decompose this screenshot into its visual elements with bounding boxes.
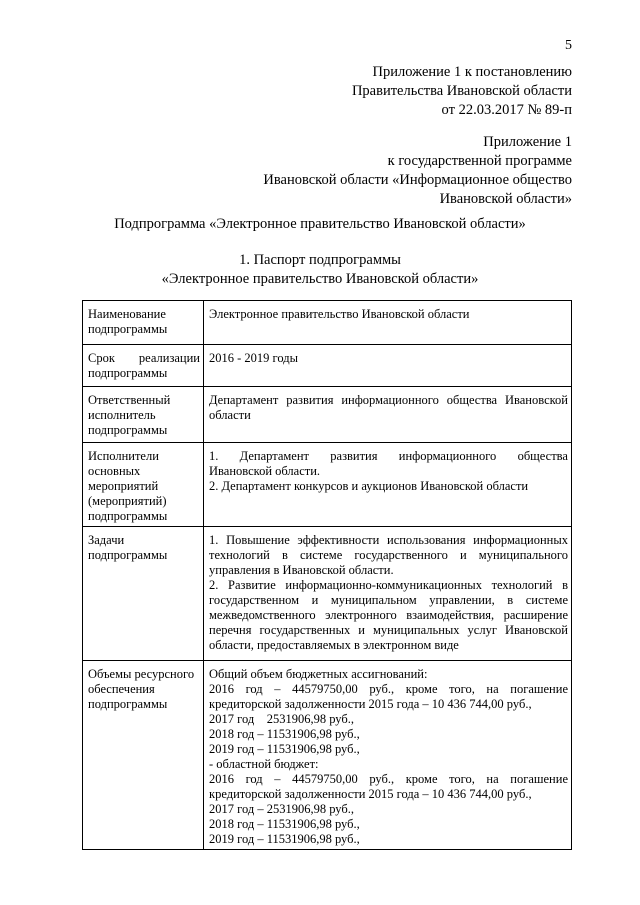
- label-line: Исполнители: [88, 449, 159, 463]
- value-paragraph: 1. Повышение эффективности использования информационных технологий в системе государственного и муниципального управления в Ивановской области.: [209, 533, 568, 577]
- passport-table: [82, 300, 572, 850]
- value-spread-line: [209, 449, 568, 464]
- row-label-cell: [83, 345, 204, 387]
- row-label-cell: [83, 443, 204, 527]
- subprogram-title: Подпрограмма «Электронное правительство Ивановской области»: [114, 216, 526, 232]
- appendix-resolution-header: [352, 63, 572, 120]
- label-line: Наименование: [88, 307, 166, 321]
- table-row: [83, 661, 572, 850]
- row-value-cell: [204, 443, 572, 527]
- table-row: [83, 301, 572, 345]
- passport-title-line: «Электронное правительство Ивановской области»: [161, 271, 479, 287]
- label-line: подпрограммы: [88, 697, 168, 711]
- row-label-cell: [83, 527, 204, 661]
- appendix-program-line: к государственной программе: [387, 153, 572, 169]
- value-line: Электронное правительство Ивановской области: [209, 307, 470, 321]
- value-line: кредиторской задолженности 2015 года – 10 436 744,00 руб.,: [209, 787, 532, 801]
- passport-title-line: 1. Паспорт подпрограммы: [239, 252, 401, 268]
- value-paragraph: 2. Развитие информационно-коммуникационных технологий в государственном и муниципальном управлении, в системе межведомственного электронного взаимодействия, расширение перечня государственных и муниципальных услуг Ивановской области, предоставляемых в электронном виде: [209, 578, 568, 652]
- row-value-cell: [204, 661, 572, 850]
- appendix-program-line: Приложение 1: [483, 134, 572, 150]
- label-line: подпрограммы: [88, 322, 168, 336]
- page-number: 5: [565, 38, 572, 53]
- label-line: основных: [88, 464, 141, 478]
- value-word: 1.: [209, 449, 219, 463]
- label-line: Задачи: [88, 533, 125, 547]
- table-row: [83, 443, 572, 527]
- appendix-resolution-line: Приложение 1 к постановлению: [372, 64, 572, 80]
- value-line: Департамент развития информационного общества Ивановской области: [209, 393, 568, 422]
- label-line: подпрограммы: [88, 548, 168, 562]
- appendix-resolution-line: Правительства Ивановской области: [351, 83, 572, 99]
- value-word: общества: [517, 449, 568, 463]
- passport-title: [0, 251, 640, 289]
- table-row: [83, 387, 572, 443]
- value-line: 2019 год – 11531906,98 руб.,: [209, 832, 360, 846]
- label-word: Срок: [88, 351, 115, 365]
- value-word: развития: [330, 449, 378, 463]
- label-line: подпрограммы: [88, 366, 168, 380]
- value-line: 2017 год – 2531906,98 руб.,: [209, 802, 354, 816]
- label-line: обеспечения: [88, 682, 155, 696]
- row-value-cell: [204, 387, 572, 443]
- row-value-cell: [204, 301, 572, 345]
- value-line: 2017 год 2531906,98 руб.,: [209, 712, 354, 726]
- label-line: Объемы ресурсного: [88, 667, 195, 681]
- value-line: 2018 год – 11531906,98 руб.,: [209, 817, 360, 831]
- value-word: Департамент: [239, 449, 309, 463]
- row-label-cell: [83, 661, 204, 850]
- value-line: 2019 год – 11531906,98 руб.,: [209, 742, 360, 756]
- appendix-program-line: Ивановской области «Информационное общество: [263, 172, 572, 188]
- row-label-cell: [83, 301, 204, 345]
- row-value-cell: [204, 345, 572, 387]
- label-line: (мероприятий): [88, 494, 167, 508]
- label-line: Ответственный: [88, 393, 171, 407]
- value-line: 2018 год – 11531906,98 руб.,: [209, 727, 360, 741]
- row-label-cell: [83, 387, 204, 443]
- label-word: реализации: [138, 351, 200, 365]
- label-line: подпрограммы: [88, 509, 168, 523]
- value-line: 2016 год – 44579750,00 руб., кроме того, на погашение: [209, 772, 568, 786]
- appendix-program-header: [263, 133, 572, 209]
- value-line: 2016 год – 44579750,00 руб., кроме того, на погашение: [209, 682, 568, 696]
- value-line: Ивановской области.: [209, 464, 321, 478]
- label-line: исполнитель: [88, 408, 156, 422]
- value-line: - областной бюджет:: [209, 757, 319, 771]
- table-row: [83, 345, 572, 387]
- value-line: Общий объем бюджетных ассигнований:: [209, 667, 428, 681]
- row-value-cell: [204, 527, 572, 661]
- value-line: 2016 - 2019 годы: [209, 351, 299, 365]
- label-spread-line: [88, 351, 200, 366]
- value-line: 2. Департамент конкурсов и аукционов Ивановской области: [209, 479, 529, 493]
- table-row: [83, 527, 572, 661]
- label-line: подпрограммы: [88, 423, 168, 437]
- label-line: мероприятий: [88, 479, 159, 493]
- appendix-resolution-line: от 22.03.2017 № 89-п: [441, 102, 572, 118]
- value-line: кредиторской задолженности 2015 года – 10 436 744,00 руб.,: [209, 697, 532, 711]
- appendix-program-line: Ивановской области»: [439, 191, 572, 207]
- value-word: информационного: [398, 449, 497, 463]
